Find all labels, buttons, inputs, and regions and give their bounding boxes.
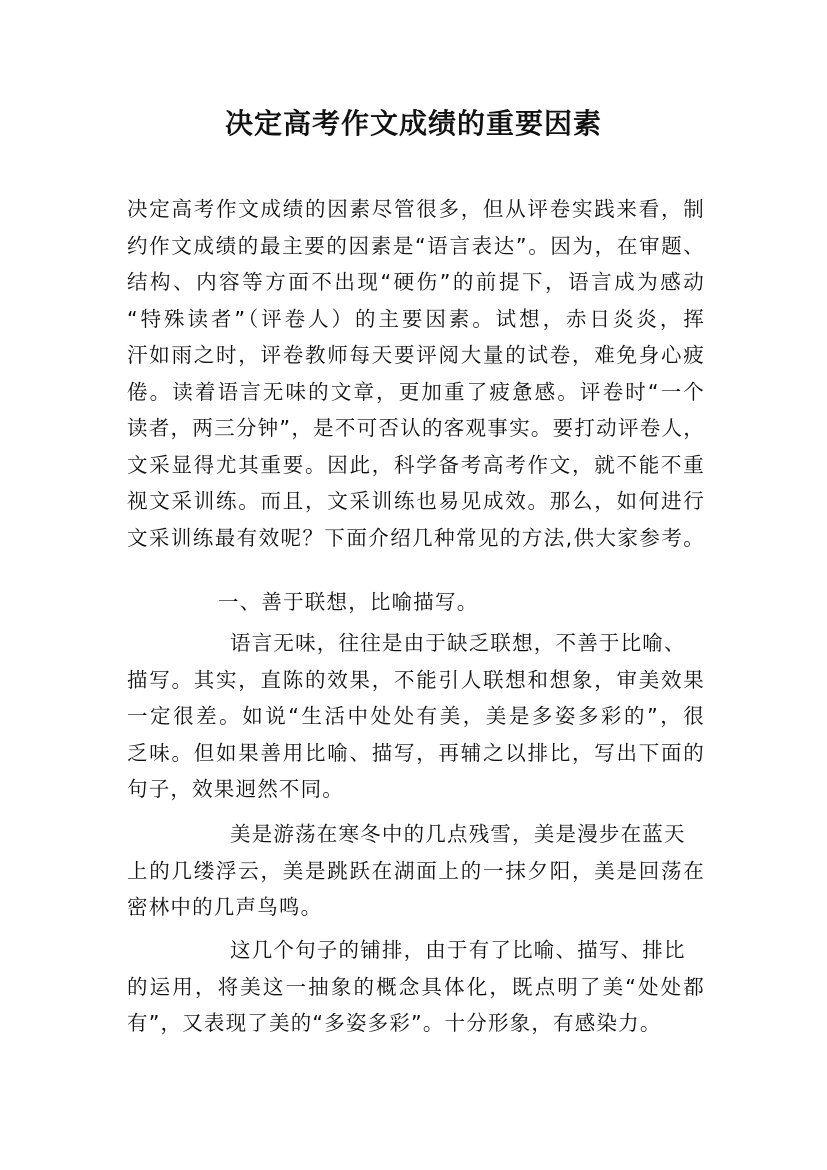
text-line: 读者，两三分钟”，是不可否认的客观事实。要打动评卷人，: [127, 416, 705, 440]
text-line: 视文采训练。而且，文采训练也易见成效。那么，如何进行: [127, 489, 705, 513]
text-line: 乏味。但如果善用比喻、描写，再辅之以排比，写出下面的: [127, 740, 705, 765]
text-line: 结构、内容等方面不出现“硬伤”的前提下，语言成为感动: [127, 270, 705, 294]
paragraph-example: [127, 816, 705, 926]
text-line: 倦。读着语言无味的文章，更加重了疲惫感。评卷时“一个: [127, 379, 705, 404]
text-line: 汗如雨之时，评卷教师每天要评阅大量的试卷，难免身心疲: [127, 343, 705, 367]
text-line: 约作文成绩的最主要的因素是“语言表达”。因为，在审题、: [127, 233, 705, 258]
text-line: 这几个句子的铺排，由于有了比喻、描写、排比: [230, 938, 686, 962]
text-line: 一定很差。如说“生活中处处有美，美是多姿多彩的”，很: [127, 704, 705, 728]
text-line: 密林中的几声鸟鸣。: [127, 895, 323, 919]
paragraph-analysis: [127, 932, 705, 1042]
text-line: 语言无味，往往是由于缺乏联想，不善于比喻、: [230, 631, 686, 655]
text-line: 有”，又表现了美的“多姿多彩”。十分形象，有感染力。: [127, 1011, 662, 1035]
text-line: 文采训练最有效呢？下面介绍几种常见的方法,供大家参考。: [127, 525, 705, 550]
paragraph-intro: [127, 191, 705, 556]
document-title: 决定高考作文成绩的重要因素: [224, 107, 602, 140]
text-line: 句子，效果迥然不同。: [127, 777, 344, 801]
text-line: 美是游荡在寒冬中的几点残雪，美是漫步在蓝天: [230, 822, 686, 846]
text-line: 上的几缕浮云，美是跳跃在湖面上的一抹夕阳，美是回荡在: [127, 858, 705, 883]
section-heading-text: 一、善于联想，比喻描写。: [218, 590, 479, 614]
section-heading: [127, 584, 705, 621]
text-line: 的运用，将美这一抽象的概念具体化，既点明了美“处处都: [127, 974, 705, 999]
text-line: “特殊读者”（评卷人）的主要因素。试想，赤日炎炎，挥: [127, 306, 705, 331]
text-line: 决定高考作文成绩的因素尽管很多，但从评卷实践来看，制: [127, 197, 705, 221]
paragraph-association: [127, 625, 705, 808]
text-line: 文采显得尤其重要。因此，科学备考高考作文，就不能不重: [127, 452, 705, 477]
text-line: 描写。其实，直陈的效果，不能引人联想和想象，审美效果: [127, 667, 705, 692]
